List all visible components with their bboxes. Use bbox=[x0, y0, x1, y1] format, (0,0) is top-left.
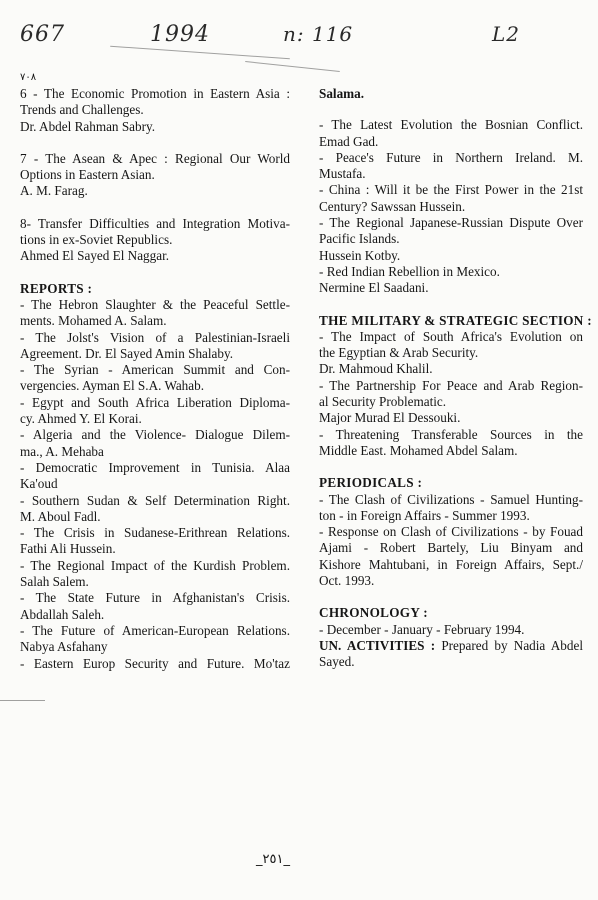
list-item-line: A. M. Farag. bbox=[20, 183, 88, 199]
list-item-line: - Southern Sudan & Self Determination Right. bbox=[20, 492, 290, 508]
list-item-line: - Egypt and South Africa Liberation Diploma- bbox=[20, 394, 290, 410]
list-item-line: - The Clash of Civilizations - Samuel Hunting- bbox=[319, 491, 583, 507]
list-item-line: - The Crisis in Sudanese-Erithrean Relations. bbox=[20, 525, 290, 541]
list-item-line: Sayed. bbox=[319, 654, 355, 670]
list-item-line: Major Murad El Dessouki. bbox=[319, 410, 461, 426]
list-item-line: - Democratic Improvement in Tunisia. Alaa bbox=[20, 459, 290, 475]
section-heading: REPORTS : bbox=[20, 280, 93, 296]
section-gap bbox=[20, 200, 290, 216]
section-heading: THE MILITARY & STRATEGIC SECTION : bbox=[319, 312, 592, 328]
list-item-line: Options in Eastern Asian. bbox=[20, 167, 155, 183]
section-gap bbox=[319, 297, 583, 313]
list-item-line: - Eastern Europ Security and Future. Mo'taz bbox=[20, 655, 290, 671]
list-item-line: 8- Transfer Difficulties and Integration Motiva- bbox=[20, 215, 290, 231]
section-gap bbox=[319, 459, 583, 475]
list-item-line: - The Syrian - American Summit and Con- bbox=[20, 362, 290, 378]
list-item-line: Trends and Challenges. bbox=[20, 102, 144, 118]
list-item-line: - The Regional Impact of the Kurdish Problem. bbox=[20, 557, 290, 573]
list-item-line: Kishore Mahtubani, in Foreign Affairs, Sept./ bbox=[319, 556, 583, 572]
list-item-line: al Security Problematic. bbox=[319, 394, 447, 410]
list-item-line: Hussein Kotby. bbox=[319, 247, 401, 263]
list-item-line: - The Hebron Slaughter & the Peaceful Settle- bbox=[20, 296, 290, 312]
arabic-top-marker: ٧٠٨ bbox=[20, 72, 37, 83]
section-heading: PERIODICALS : bbox=[319, 475, 423, 491]
list-item-line: M. Aboul Fadl. bbox=[20, 508, 101, 524]
list-item-line: - December - January - February 1994. bbox=[319, 621, 525, 637]
list-item-line: - Response on Clash of Civilizations - by Fouad bbox=[319, 524, 583, 540]
handwritten-annotation-a: 667 bbox=[20, 22, 65, 47]
list-item-line: Mustafa. bbox=[319, 166, 366, 182]
left-column bbox=[20, 86, 290, 672]
list-item-line: UN. ACTIVITIES : Prepared by Nadia Abdel bbox=[319, 637, 583, 653]
list-item-line: Dr. Abdel Rahman Sabry. bbox=[20, 118, 156, 134]
scan-mark bbox=[0, 700, 45, 701]
list-item-line: Abdallah Saleh. bbox=[20, 606, 105, 622]
list-item-line: - The State Future in Afghanistan's Crisis. bbox=[20, 590, 290, 606]
list-item-line: ments. Mohamed A. Salam. bbox=[20, 313, 167, 329]
list-item-line: Nabya Asfahany bbox=[20, 639, 108, 655]
right-column bbox=[319, 86, 592, 671]
list-item-line: Middle East. Mohamed Abdel Salam. bbox=[319, 442, 518, 458]
list-item-line: - Red Indian Rebellion in Mexico. bbox=[319, 263, 500, 279]
scan-mark bbox=[245, 61, 340, 72]
list-item-line: vergencies. Ayman El S.A. Wahab. bbox=[20, 378, 205, 394]
scan-mark bbox=[110, 46, 290, 60]
list-item-line: - The Jolst's Vision of a Palestinian-Israeli bbox=[20, 329, 290, 345]
list-item-line: ton - in Foreign Affairs - Summer 1993. bbox=[319, 507, 530, 523]
list-item-line: ma., A. Mehaba bbox=[20, 443, 104, 459]
list-item-line: - The Future of American-European Relations. bbox=[20, 622, 290, 638]
list-item-line: Nermine El Saadani. bbox=[319, 280, 429, 296]
list-item-line: cy. Ahmed Y. El Korai. bbox=[20, 411, 142, 427]
list-item-line: - Peace's Future in Northern Ireland. M. bbox=[319, 149, 583, 165]
list-item-line: 7 - The Asean & Apec : Regional Our World bbox=[20, 150, 290, 166]
list-item-line: Century? Sawssan Hussein. bbox=[319, 198, 466, 214]
list-item-line: Ajami - Robert Bartely, Liu Binyam and bbox=[319, 540, 583, 556]
list-item-line: 6 - The Economic Promotion in Eastern Asia : bbox=[20, 86, 290, 101]
list-item-line: the Egyptian & Arab Security. bbox=[319, 345, 479, 361]
list-item-line: - The Regional Japanese-Russian Dispute Over bbox=[319, 215, 583, 231]
list-item-line: Emad Gad. bbox=[319, 133, 379, 149]
list-item-line: Fathi Ali Hussein. bbox=[20, 541, 116, 557]
list-item-line: Ahmed El Sayed El Naggar. bbox=[20, 248, 170, 264]
right-column-continuation: Salama. bbox=[319, 86, 365, 101]
list-item-line: - The Latest Evolution the Bosnian Conflict. bbox=[319, 117, 583, 133]
list-item-line: Agreement. Dr. El Sayed Amin Shalaby. bbox=[20, 345, 234, 361]
list-item-line: - The Partnership For Peace and Arab Region- bbox=[319, 377, 583, 393]
list-item-line: - Threatening Transferable Sources in the bbox=[319, 426, 583, 442]
handwritten-annotation-d: L2 bbox=[492, 22, 521, 46]
list-item-line: - Algeria and the Violence- Dialogue Dilem- bbox=[20, 427, 290, 443]
handwritten-annotation-c: n: 116 bbox=[283, 22, 354, 46]
section-gap bbox=[319, 589, 583, 605]
list-item-line: Oct. 1993. bbox=[319, 573, 375, 589]
list-item-line: Pacific Islands. bbox=[319, 231, 400, 247]
section-gap bbox=[20, 265, 290, 281]
list-item-line: - China : Will it be the First Power in the 21st bbox=[319, 182, 583, 198]
list-item-line: tions in ex-Soviet Republics. bbox=[20, 232, 173, 248]
list-item-line: Salah Salem. bbox=[20, 574, 89, 590]
handwritten-annotation-b: 1994 bbox=[150, 22, 210, 47]
page-number: _٢٥١_ bbox=[256, 852, 290, 867]
list-item-line: Ka'oud bbox=[20, 476, 58, 492]
section-gap bbox=[20, 135, 290, 151]
section-heading: CHRONOLOGY : bbox=[319, 605, 428, 621]
list-item-line: - The Impact of South Africa's Evolution on bbox=[319, 328, 583, 344]
list-item-line: Dr. Mahmoud Khalil. bbox=[319, 361, 433, 377]
